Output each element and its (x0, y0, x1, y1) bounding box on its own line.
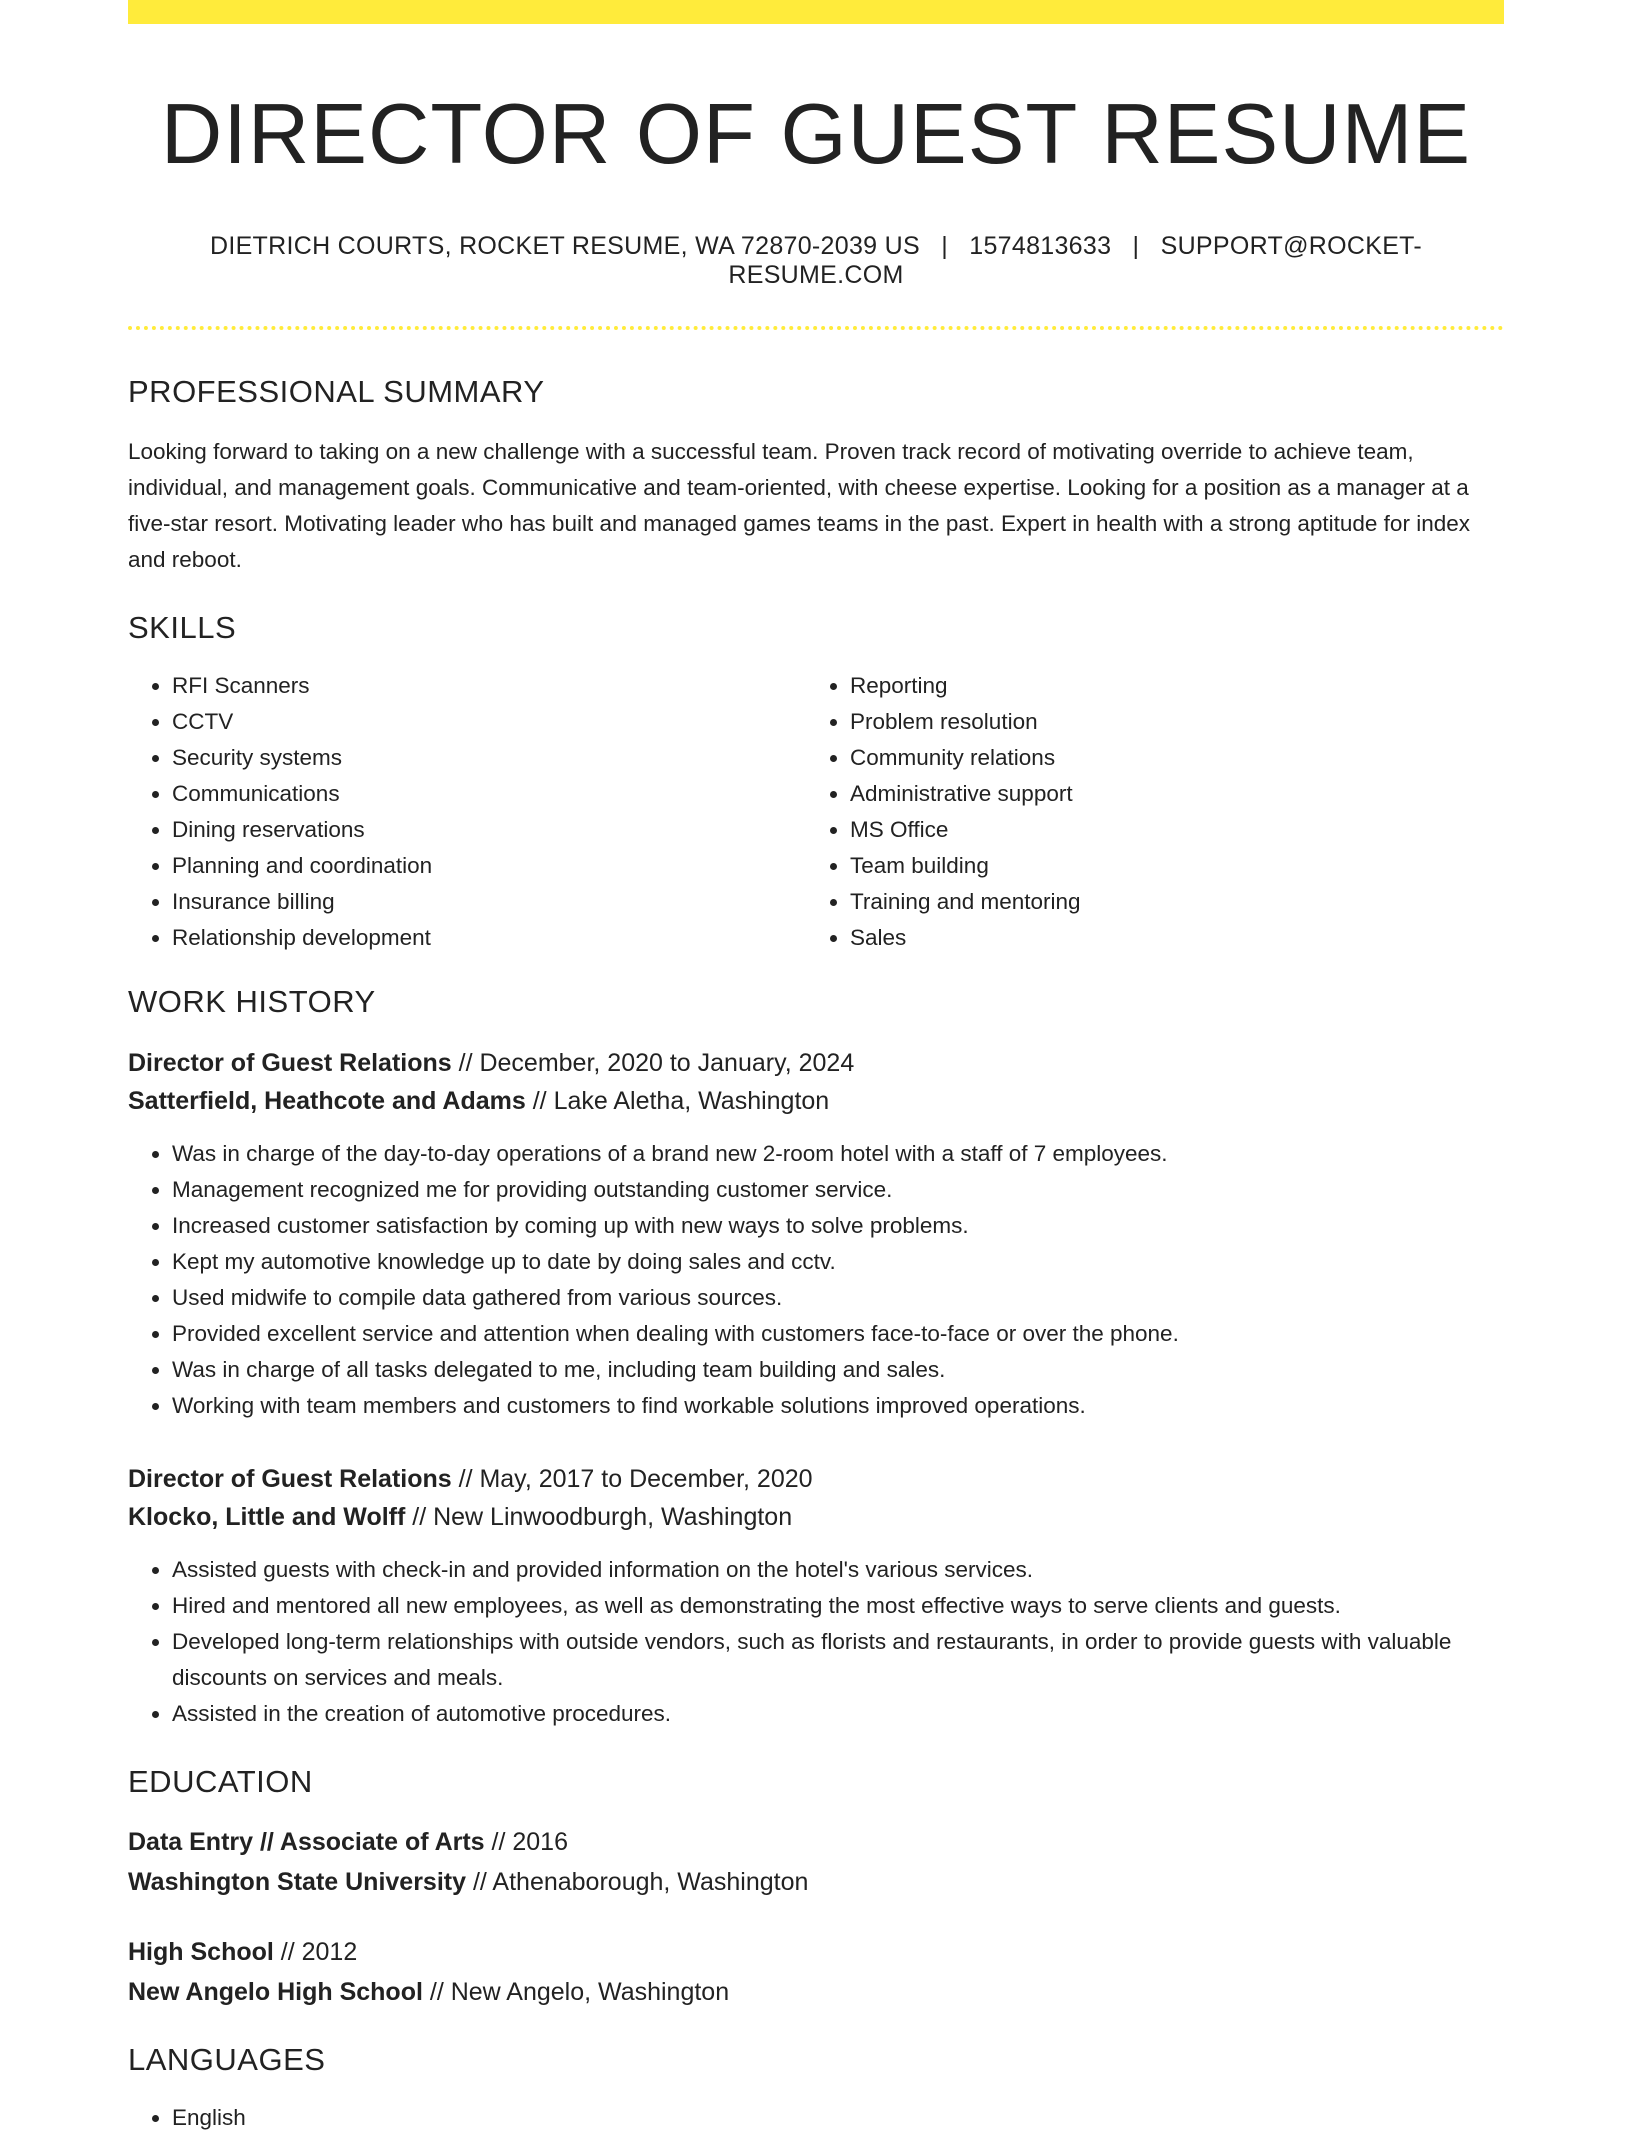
skill-item: • Dining reservations (172, 812, 806, 848)
job-company-line (128, 1082, 1504, 1120)
skill-item: • Community relations (850, 740, 1081, 776)
education-entry (128, 1932, 1504, 2012)
job-bullet: • Kept my automotive knowledge up to date by doing sales and cctv. (172, 1244, 1504, 1280)
contact-address: DIETRICH COURTS, ROCKET RESUME, WA 72870-2039 US (209, 232, 920, 260)
languages-items (128, 2100, 1504, 2136)
skill-item: • Insurance billing (172, 884, 806, 920)
education-degree: High School (128, 1938, 274, 1966)
job-bullet: • Working with team members and customers to find workable solutions improved operations. (172, 1388, 1504, 1424)
skills-column-2 (806, 668, 1081, 956)
education-year: // 2012 (273, 1938, 358, 1966)
skills-heading: SKILLS (128, 610, 237, 645)
job-bullet: • Developed long-term relationships with outside vendors, such as florists and restaurants, in order to provide guests with valuable discounts on services and meals. (172, 1624, 1504, 1696)
skill-item: • Training and mentoring (850, 884, 1081, 920)
skill-item: • Planning and coordination (172, 848, 806, 884)
job-position-line (128, 1044, 1504, 1082)
job-bullets (128, 1552, 1504, 1732)
job-bullet: • Provided excellent service and attention when dealing with customers face-to-face or over the phone. (172, 1316, 1504, 1352)
job-location: // Lake Aletha, Washington (525, 1087, 830, 1115)
contact-line (128, 232, 1504, 290)
job-position: Director of Guest Relations (128, 1465, 452, 1493)
skill-item: • Administrative support (850, 776, 1081, 812)
skill-item: • Communications (172, 776, 806, 812)
education-degree-line (128, 1822, 1504, 1862)
job-dates: // December, 2020 to January, 2024 (451, 1049, 855, 1077)
job-position-line (128, 1460, 1504, 1498)
work-history-heading: WORK HISTORY (128, 984, 376, 1019)
education-degree: Data Entry // Associate of Arts (128, 1828, 485, 1856)
accent-top-bar (128, 0, 1504, 24)
education-location: // Athenaborough, Washington (466, 1868, 809, 1896)
languages-list (128, 2100, 1504, 2136)
skill-item: • CCTV (172, 704, 806, 740)
education-school-line (128, 1972, 1504, 2012)
contact-separator: | (941, 232, 948, 260)
job-bullet: • Used midwife to compile data gathered from various sources. (172, 1280, 1504, 1316)
resume-title: DIRECTOR OF GUEST RESUME (160, 87, 1472, 182)
skill-item: • Relationship development (172, 920, 806, 956)
job-bullet: • Was in charge of all tasks delegated to me, including team building and sales. (172, 1352, 1504, 1388)
job-bullet: • Increased customer satisfaction by coming up with new ways to solve problems. (172, 1208, 1504, 1244)
language-item: • English (172, 2100, 1504, 2136)
skill-item: • Problem resolution (850, 704, 1081, 740)
job-location: // New Linwoodburgh, Washington (405, 1503, 793, 1531)
contact-email: SUPPORT@ROCKET-RESUME.COM (728, 232, 1422, 289)
education-entry (128, 1822, 1504, 1902)
education-school: Washington State University (128, 1868, 467, 1896)
education-heading: EDUCATION (128, 1764, 313, 1799)
skills-list (128, 668, 1504, 956)
skill-item: • MS Office (850, 812, 1081, 848)
job-company-line (128, 1498, 1504, 1536)
languages-heading: LANGUAGES (128, 2042, 326, 2077)
contact-separator: | (1132, 232, 1140, 260)
job-position: Director of Guest Relations (128, 1049, 452, 1077)
job-entry (128, 1044, 1504, 1424)
job-bullet: • Assisted guests with check-in and provided information on the hotel's various services. (172, 1552, 1504, 1588)
summary-text: Looking forward to taking on a new challenge with a successful team. Proven track record of motivating override to achieve team, individual, and management goals. Communicative and team-oriented, with cheese expertise. Looking for a position as a manager at a five-star resort. Motivating leader who has built and managed games teams in the past. Expert in health with a strong aptitude for index and reboot. (128, 439, 1470, 572)
skills-column-1 (128, 668, 806, 956)
contact-phone: 1574813633 (969, 232, 1112, 260)
job-company: Klocko, Little and Wolff (128, 1503, 406, 1531)
resume-page (128, 0, 1504, 2136)
skill-item: • Security systems (172, 740, 806, 776)
job-bullets (128, 1136, 1504, 1424)
job-bullet: • Management recognized me for providing outstanding customer service. (172, 1172, 1504, 1208)
education-school-line (128, 1862, 1504, 1902)
education-year: // 2016 (484, 1828, 568, 1856)
education-location: // New Angelo, Washington (422, 1978, 730, 2006)
skill-item: • Reporting (850, 668, 1081, 704)
education-degree-line (128, 1932, 1504, 1972)
job-bullet: • Hired and mentored all new employees, as well as demonstrating the most effective ways to serve clients and guests. (172, 1588, 1504, 1624)
skill-item: • Team building (850, 848, 1081, 884)
skill-item: • Sales (850, 920, 1081, 956)
education-school: New Angelo High School (128, 1978, 423, 2006)
job-company: Satterfield, Heathcote and Adams (128, 1087, 526, 1115)
job-bullet: • Assisted in the creation of automotive procedures. (172, 1696, 1504, 1732)
skill-item: • RFI Scanners (172, 668, 806, 704)
header-divider (128, 326, 1504, 330)
summary-heading: PROFESSIONAL SUMMARY (128, 374, 545, 409)
job-dates: // May, 2017 to December, 2020 (451, 1465, 813, 1493)
job-entry (128, 1460, 1504, 1732)
job-bullet: • Was in charge of the day-to-day operations of a brand new 2-room hotel with a staff of 7 employees. (172, 1136, 1504, 1172)
